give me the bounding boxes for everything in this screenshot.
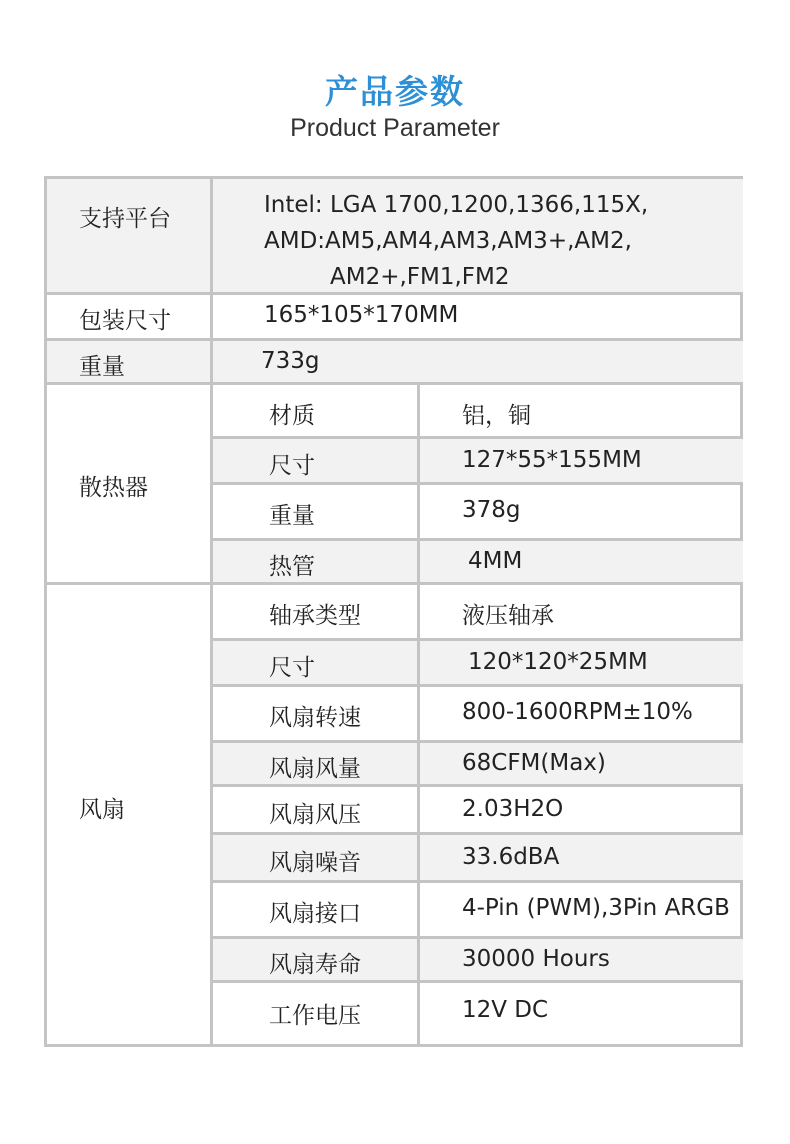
fan-row <box>420 743 743 787</box>
platform-line-amd-cont: AM2+,FM1,FM2 <box>330 264 510 290</box>
platform-label-cell <box>47 179 213 295</box>
heatsink-row <box>420 485 743 541</box>
heatsink-weight-label: 重量 <box>269 503 315 529</box>
fan-row <box>213 787 420 835</box>
fan-voltage-value: 12V DC <box>462 997 549 1023</box>
fan-row <box>213 983 420 1047</box>
spec-table <box>44 176 743 1047</box>
fan-airflow-label: 风扇风量 <box>269 756 361 782</box>
fan-voltage-label: 工作电压 <box>269 1003 361 1029</box>
fan-connector-value: 4-Pin (PWM),3Pin ARGB <box>462 895 730 921</box>
fan-row <box>213 835 420 883</box>
fan-row <box>420 687 743 743</box>
fan-row <box>420 983 743 1047</box>
weight-label: 重量 <box>79 354 125 380</box>
fan-pressure-value: 2.03H2O <box>462 796 564 822</box>
platform-line-amd: AMD:AM5,AM4,AM3,AM3+,AM2, <box>264 228 632 254</box>
page-subtitle: Product Parameter <box>290 114 500 142</box>
heatsink-weight-value: 378g <box>462 497 521 523</box>
package-size-label: 包装尺寸 <box>79 308 171 334</box>
heatsink-label: 散热器 <box>79 475 148 501</box>
fan-row <box>420 939 743 983</box>
fan-speed-label: 风扇转速 <box>269 705 361 731</box>
fan-row <box>420 787 743 835</box>
fan-size-value: 120*120*25MM <box>468 649 648 675</box>
heatsink-row <box>420 439 743 485</box>
heatsink-material-value: 铝，铜 <box>462 403 531 429</box>
heatsink-material-label: 材质 <box>269 403 315 429</box>
heatsink-heatpipe-label: 热管 <box>269 554 315 580</box>
platform-line-intel: Intel: LGA 1700,1200,1366,115X, <box>264 192 649 218</box>
fan-row <box>213 743 420 787</box>
heatsink-size-label: 尺寸 <box>269 453 315 479</box>
weight-value-cell <box>213 341 743 385</box>
fan-label-cell <box>47 585 213 1047</box>
fan-row <box>213 939 420 983</box>
fan-connector-label: 风扇接口 <box>269 901 361 927</box>
fan-row <box>213 883 420 939</box>
platform-label: 支持平台 <box>79 206 171 232</box>
heatsink-row <box>420 541 743 585</box>
fan-bearing-label: 轴承类型 <box>269 603 361 629</box>
heatsink-size-value: 127*55*155MM <box>462 447 642 473</box>
heatsink-row <box>213 385 420 439</box>
weight-label-cell <box>47 341 213 385</box>
fan-lifespan-value: 30000 Hours <box>462 946 610 972</box>
fan-row <box>420 585 743 641</box>
fan-row <box>213 641 420 687</box>
fan-pressure-label: 风扇风压 <box>269 802 361 828</box>
fan-row <box>213 585 420 641</box>
fan-row <box>213 687 420 743</box>
fan-airflow-value: 68CFM(Max) <box>462 750 606 776</box>
fan-row <box>420 641 743 687</box>
fan-row <box>420 883 743 939</box>
page-title: 产品参数 <box>325 72 465 111</box>
platform-value <box>264 187 648 295</box>
fan-speed-value: 800-1600RPM±10% <box>462 699 693 725</box>
fan-bearing-value: 液压轴承 <box>462 603 554 629</box>
fan-noise-label: 风扇噪音 <box>269 850 361 876</box>
heatsink-label-cell <box>47 385 213 585</box>
fan-noise-value: 33.6dBA <box>462 844 560 870</box>
fan-label: 风扇 <box>79 797 125 823</box>
heatsink-heatpipe-value: 4MM <box>468 548 523 574</box>
platform-value-cell <box>213 179 743 295</box>
package-size-value-cell <box>213 295 743 341</box>
fan-lifespan-label: 风扇寿命 <box>269 952 361 978</box>
package-size-value: 165*105*170MM <box>264 302 459 328</box>
heatsink-row <box>213 485 420 541</box>
heatsink-row <box>213 439 420 485</box>
heatsink-row <box>420 385 743 439</box>
heatsink-row <box>213 541 420 585</box>
fan-row <box>420 835 743 883</box>
weight-value: 733g <box>261 348 320 374</box>
fan-size-label: 尺寸 <box>269 655 315 681</box>
package-size-label-cell <box>47 295 213 341</box>
